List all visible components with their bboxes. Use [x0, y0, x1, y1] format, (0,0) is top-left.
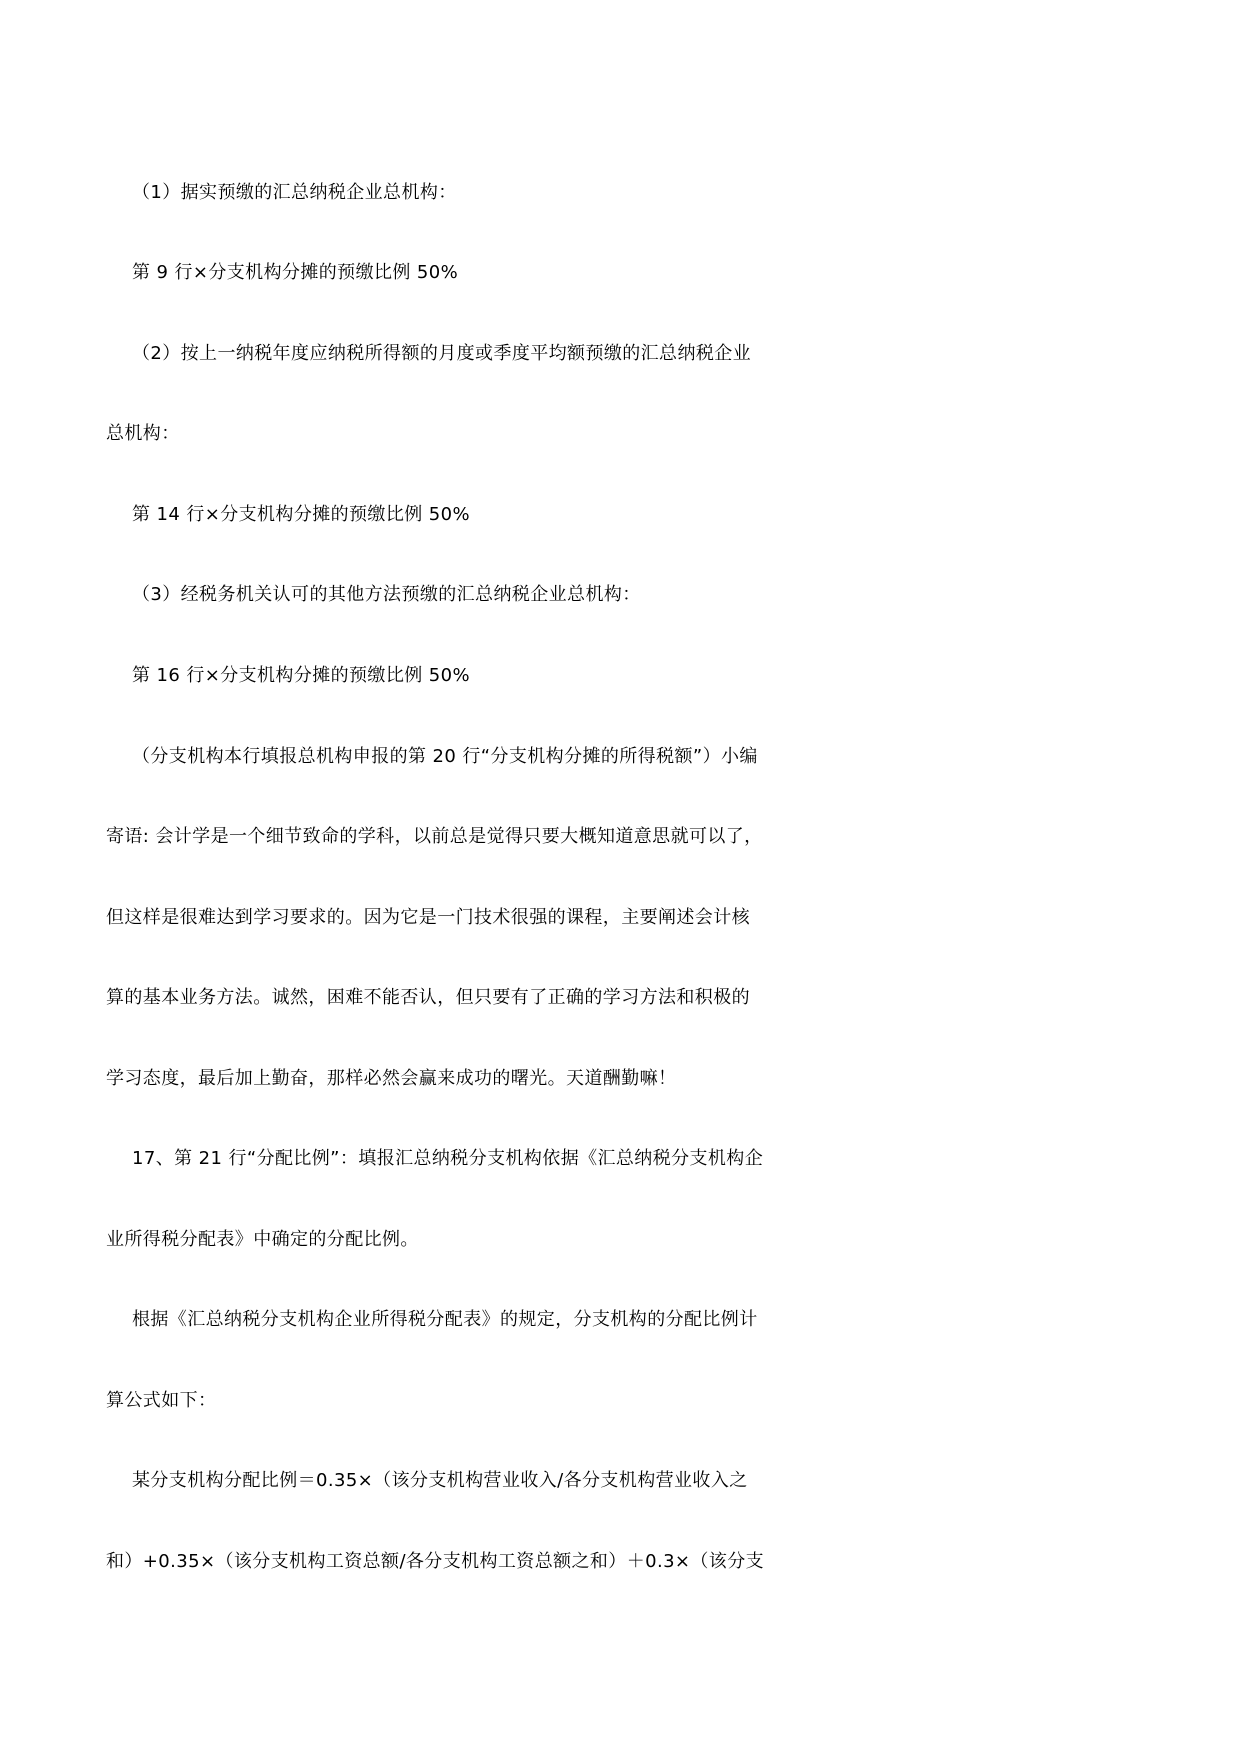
text-line: 17、第 21 行“分配比例”：填报汇总纳税分支机构依据《汇总纳税分支机构企 [132, 1148, 764, 1169]
text-line: 第 9 行×分支机构分摊的预缴比例 50% [132, 262, 459, 283]
text-line: 算的基本业务方法。诚然，困难不能否认，但只要有了正确的学习方法和积极的 [106, 987, 750, 1008]
text-line: 第 16 行×分支机构分摊的预缴比例 50% [132, 665, 470, 686]
text-line: 根据《汇总纳税分支机构企业所得税分配表》的规定，分支机构的分配比例计 [132, 1309, 758, 1330]
text-line: （1）据实预缴的汇总纳税企业总机构： [132, 182, 457, 203]
text-line: 寄语: 会计学是一个细节致命的学科，以前总是觉得只要大概知道意思就可以了， [106, 826, 763, 847]
text-line: （2）按上一纳税年度应纳税所得额的月度或季度平均额预缴的汇总纳税企业 [132, 343, 752, 364]
text-line: （分支机构本行填报总机构申报的第 20 行“分支机构分摊的所得税额”）小编 [132, 746, 758, 767]
text-line: 总机构： [106, 423, 180, 444]
text-line: 业所得税分配表》中确定的分配比例。 [106, 1229, 419, 1250]
text-line: 算公式如下： [106, 1390, 217, 1411]
text-line: 学习态度，最后加上勤奋，那样必然会赢来成功的曙光。天道酬勤嘛！ [106, 1068, 677, 1089]
text-line: 第 14 行×分支机构分摊的预缴比例 50% [132, 504, 470, 525]
text-line: 某分支机构分配比例＝0.35×（该分支机构营业收入/各分支机构营业收入之 [132, 1470, 748, 1491]
text-line: 但这样是很难达到学习要求的。因为它是一门技术很强的课程，主要阐述会计核 [106, 907, 750, 928]
text-line: 和）+0.35×（该分支机构工资总额/各分支机构工资总额之和）＋0.3×（该分支 [106, 1551, 765, 1572]
text-line: （3）经税务机关认可的其他方法预缴的汇总纳税企业总机构： [132, 584, 641, 605]
